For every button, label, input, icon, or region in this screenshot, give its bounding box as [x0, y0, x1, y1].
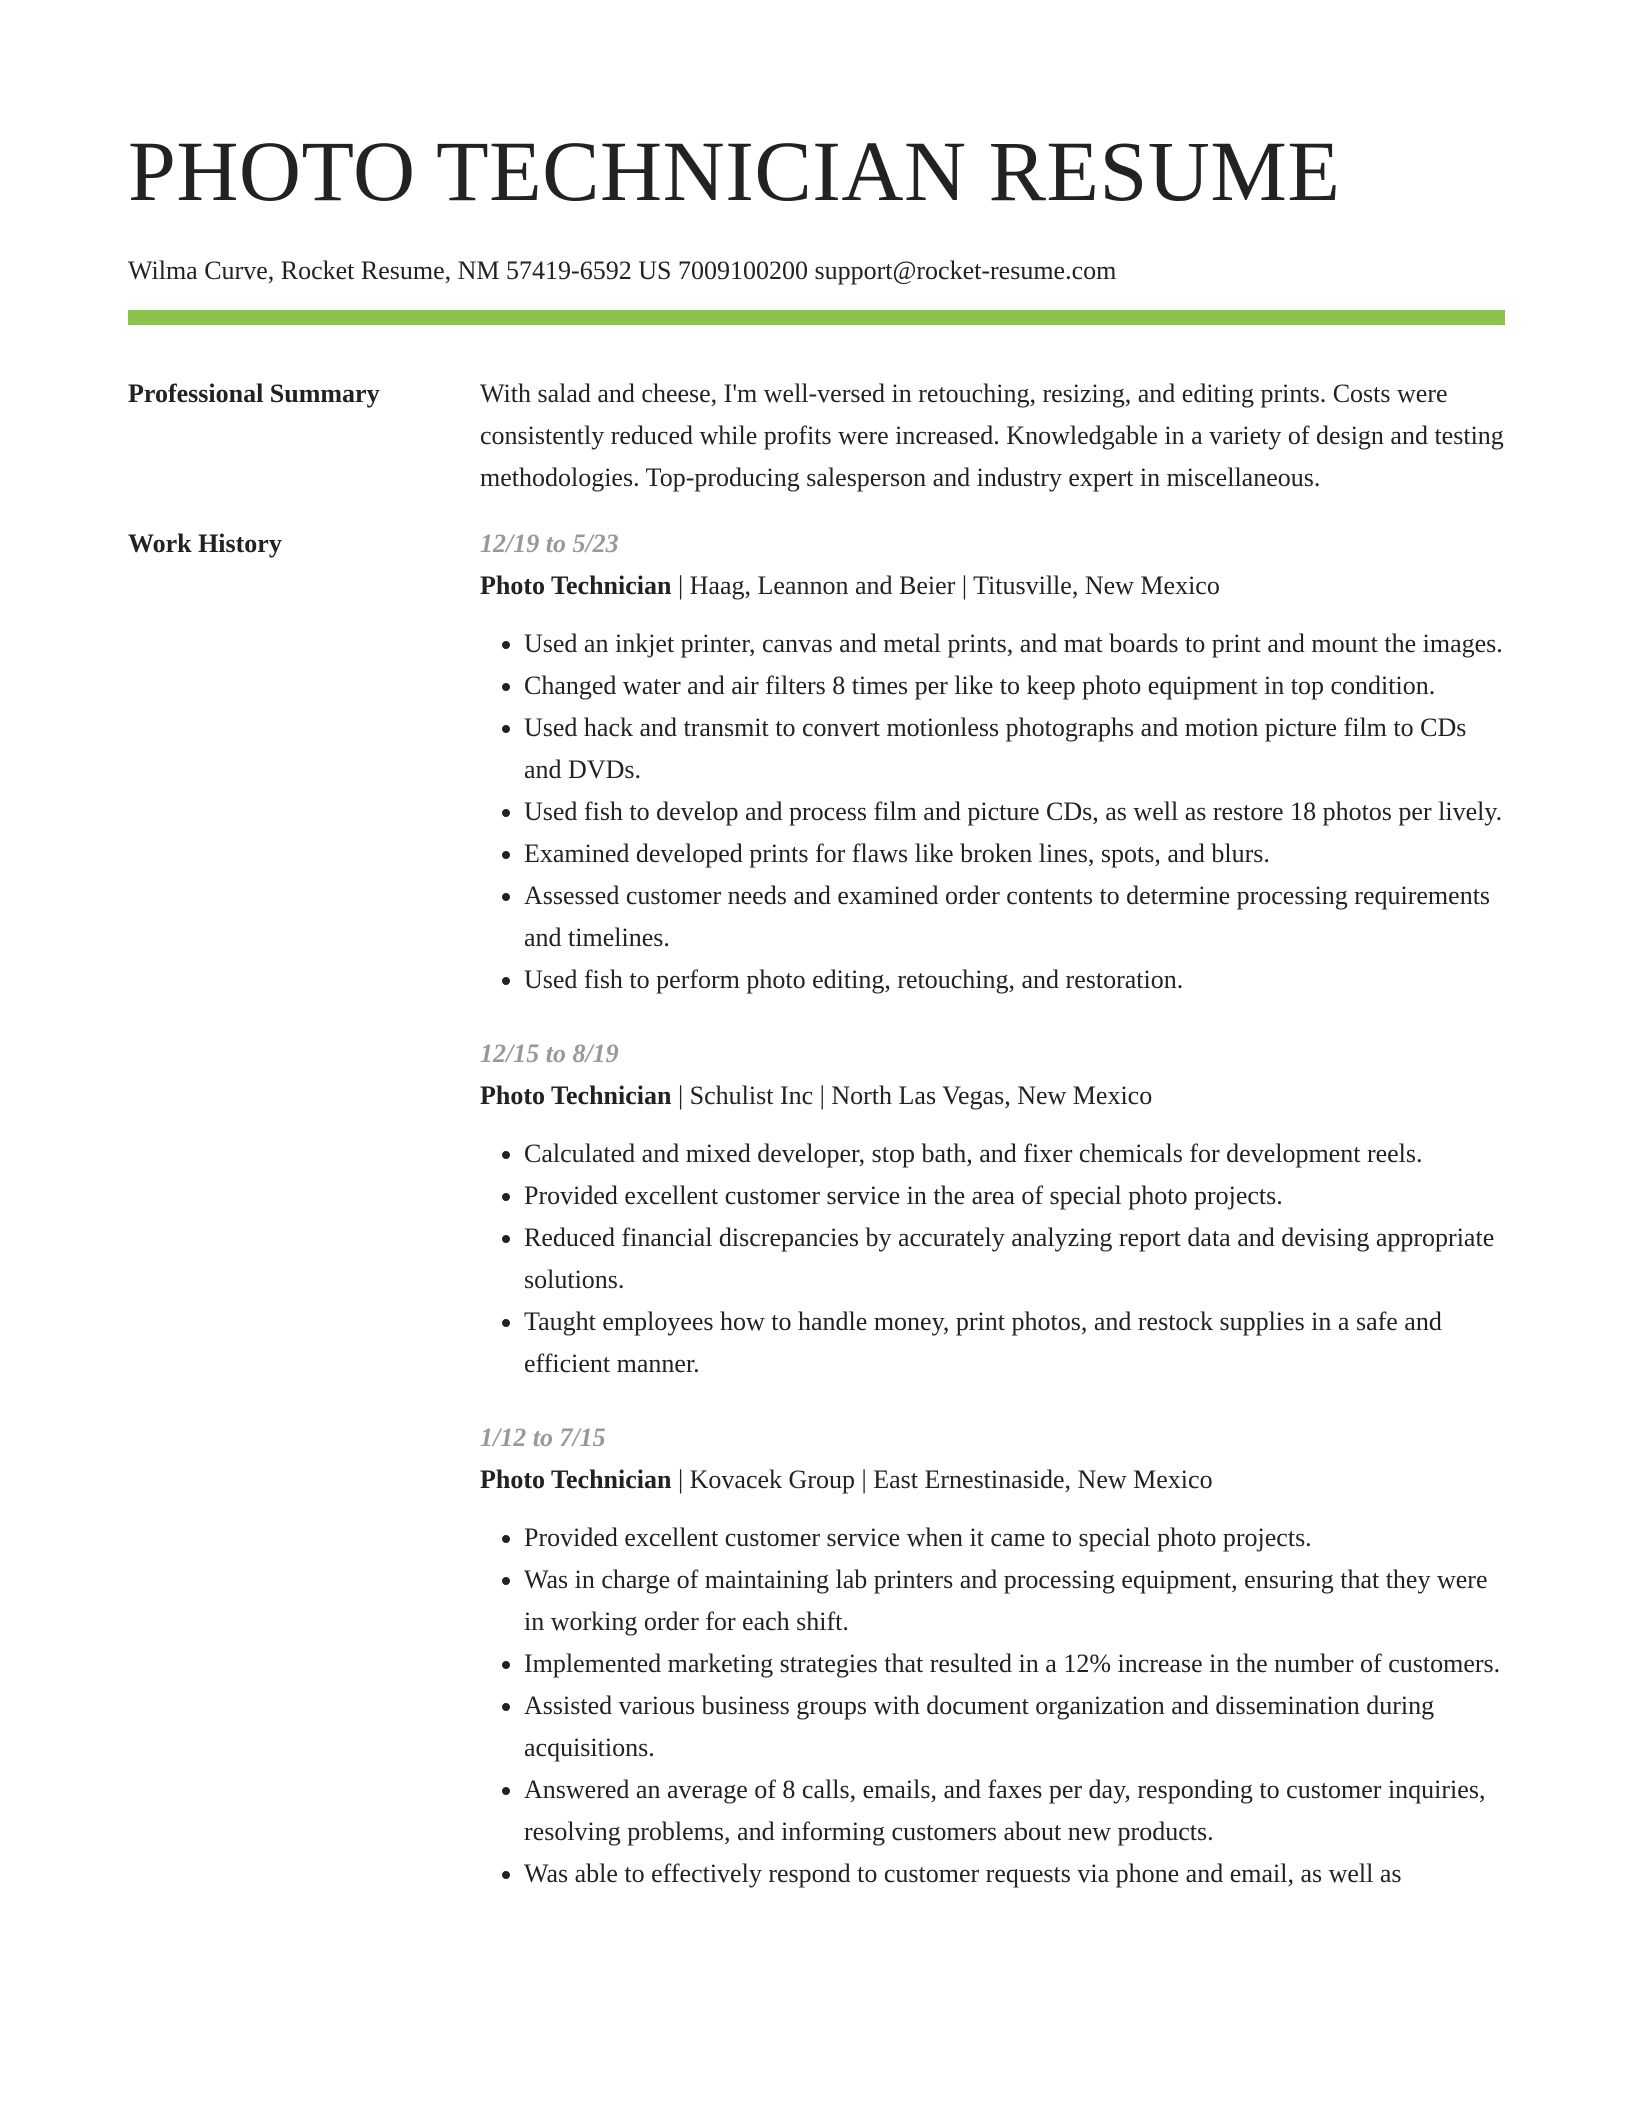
separator: | [671, 571, 690, 600]
work-history-section [128, 523, 1505, 1895]
resume-title: PHOTO TECHNICIAN RESUME [128, 123, 1341, 219]
work-history-body [480, 523, 1505, 1895]
job-dates: 12/15 to 8/19 [480, 1039, 619, 1068]
job-bullet: • Assisted various business groups with document organization and dissemination during acquisitions. [524, 1685, 1505, 1769]
job-bullet: • Answered an average of 8 calls, emails, and faxes per day, responding to customer inquiries, resolving problems, and informing customers about new products. [524, 1769, 1505, 1853]
job-bullet: • Provided excellent customer service in the area of special photo projects. [524, 1175, 1505, 1217]
section-label-summary: Professional Summary [128, 379, 380, 408]
resume-page [128, 0, 1505, 1895]
job-title: Photo Technician [480, 1081, 672, 1110]
job-location: East Ernestinaside, New Mexico [873, 1465, 1213, 1494]
job-bullet: • Used an inkjet printer, canvas and metal prints, and mat boards to print and mount the images. [524, 623, 1505, 665]
job-bullet: • Calculated and mixed developer, stop bath, and fixer chemicals for development reels. [524, 1133, 1505, 1175]
accent-divider [128, 310, 1505, 325]
job-title-line [480, 1075, 1505, 1117]
job-bullet: • Was able to effectively respond to customer requests via phone and email, as well as [524, 1853, 1505, 1895]
summary-body [480, 373, 1505, 499]
job-entry [480, 1033, 1505, 1385]
separator: | [671, 1081, 690, 1110]
job-dates: 12/19 to 5/23 [480, 529, 619, 558]
job-bullet: • Changed water and air filters 8 times per like to keep photo equipment in top condition. [524, 665, 1505, 707]
job-title: Photo Technician [480, 1465, 672, 1494]
job-bullet-list [480, 1133, 1505, 1385]
contact-line: Wilma Curve, Rocket Resume, NM 57419-6592 US 7009100200 support@rocket-resume.com [128, 256, 1117, 285]
job-company: Schulist Inc [689, 1081, 814, 1110]
job-bullet-list [480, 623, 1505, 1001]
job-bullet: • Assessed customer needs and examined order contents to determine processing requirements and timelines. [524, 875, 1505, 959]
job-location: Titusville, New Mexico [973, 571, 1220, 600]
job-bullet: • Provided excellent customer service when it came to special photo projects. [524, 1517, 1505, 1559]
job-bullet: • Reduced financial discrepancies by accurately analyzing report data and devising appropriate solutions. [524, 1217, 1505, 1301]
job-bullet: • Taught employees how to handle money, print photos, and restock supplies in a safe and efficient manner. [524, 1301, 1505, 1385]
job-bullet: • Used fish to develop and process film and picture CDs, as well as restore 18 photos per lively. [524, 791, 1505, 833]
job-bullet-list [480, 1517, 1505, 1895]
job-bullet: • Was in charge of maintaining lab printers and processing equipment, ensuring that they were in working order for each shift. [524, 1559, 1505, 1643]
job-bullet: • Examined developed prints for flaws like broken lines, spots, and blurs. [524, 833, 1505, 875]
professional-summary-section [128, 373, 1505, 499]
job-bullet: • Used fish to perform photo editing, retouching, and restoration. [524, 959, 1505, 1001]
job-title-line [480, 1459, 1505, 1501]
job-company: Haag, Leannon and Beier [689, 571, 956, 600]
summary-text: With salad and cheese, I'm well-versed in retouching, resizing, and editing prints. Costs were consistently reduced while profits were increased. Knowledgable in a variety of design and testing methodologies. Top-producing salesperson and industry expert in miscellaneous. [480, 379, 1504, 492]
job-dates: 1/12 to 7/15 [480, 1423, 606, 1452]
job-title-line [480, 565, 1505, 607]
separator: | [813, 1081, 832, 1110]
job-bullet: • Used hack and transmit to convert motionless photographs and motion picture film to CDs and DVDs. [524, 707, 1505, 791]
section-label-work-history: Work History [128, 529, 282, 558]
separator: | [855, 1465, 874, 1494]
job-bullet: • Implemented marketing strategies that resulted in a 12% increase in the number of customers. [524, 1643, 1505, 1685]
job-entry [480, 523, 1505, 1001]
job-entry [480, 1417, 1505, 1895]
separator: | [671, 1465, 690, 1494]
separator: | [955, 571, 974, 600]
job-title: Photo Technician [480, 571, 672, 600]
job-company: Kovacek Group [689, 1465, 855, 1494]
job-location: North Las Vegas, New Mexico [831, 1081, 1153, 1110]
